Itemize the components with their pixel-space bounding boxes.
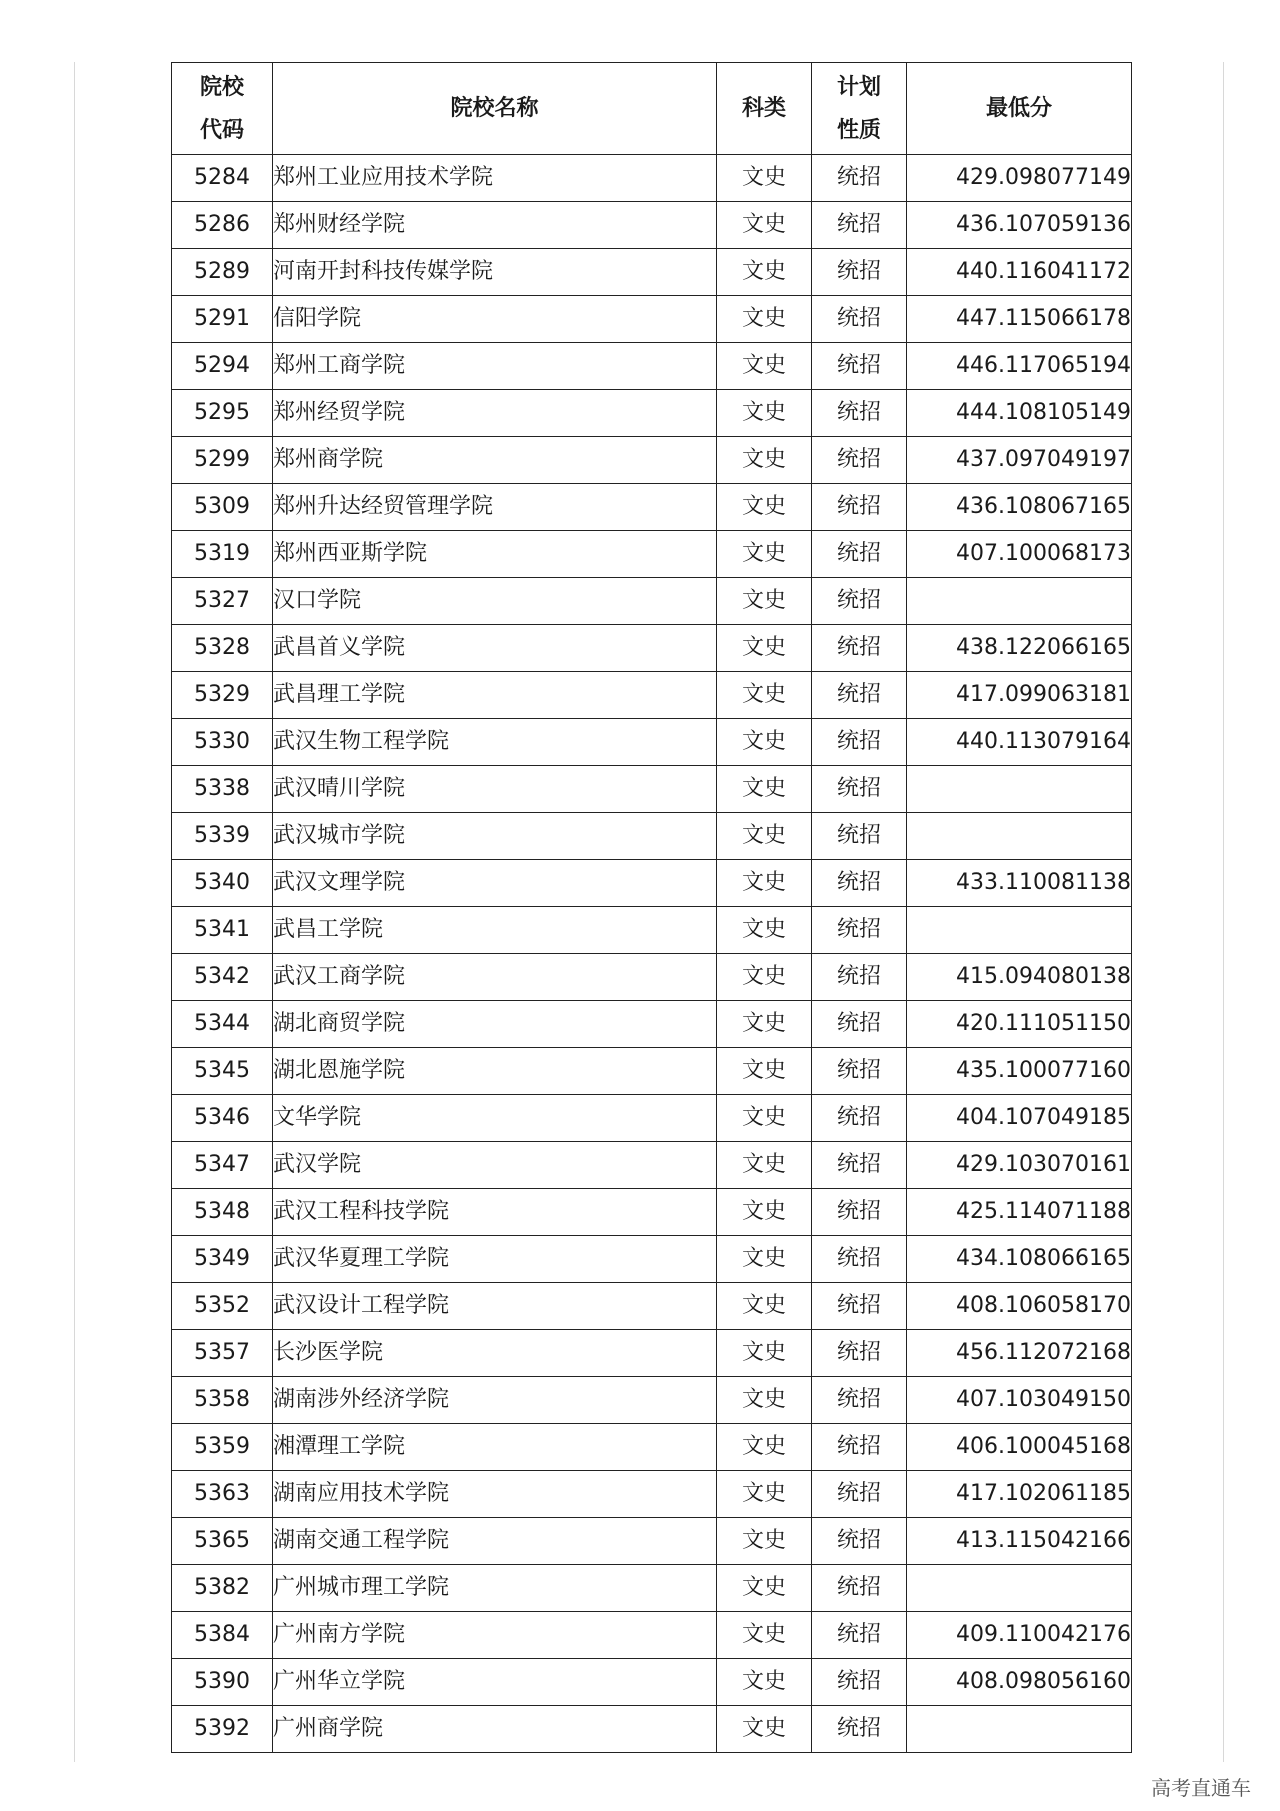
cell-school-name: 郑州经贸学院 bbox=[273, 390, 717, 437]
cell-category: 文史 bbox=[717, 719, 812, 766]
cell-min-score: 446.117065194 bbox=[907, 343, 1132, 390]
cell-plan-type: 统招 bbox=[812, 766, 907, 813]
cell-school-name: 湖北恩施学院 bbox=[273, 1048, 717, 1095]
table-row bbox=[172, 1424, 1132, 1471]
cell-school-name: 湖南应用技术学院 bbox=[273, 1471, 717, 1518]
cell-min-score: 434.108066165 bbox=[907, 1236, 1132, 1283]
table-row bbox=[172, 860, 1132, 907]
cell-min-score bbox=[907, 1706, 1132, 1753]
cell-school-name: 郑州工业应用技术学院 bbox=[273, 155, 717, 202]
table-row bbox=[172, 1612, 1132, 1659]
cell-min-score: 437.097049197 bbox=[907, 437, 1132, 484]
cell-school-code: 5352 bbox=[172, 1283, 273, 1330]
cell-plan-type: 统招 bbox=[812, 437, 907, 484]
table-row bbox=[172, 1001, 1132, 1048]
cell-plan-type: 统招 bbox=[812, 907, 907, 954]
cell-category: 文史 bbox=[717, 766, 812, 813]
table-row bbox=[172, 813, 1132, 860]
cell-school-name: 湘潭理工学院 bbox=[273, 1424, 717, 1471]
cell-category: 文史 bbox=[717, 1518, 812, 1565]
cell-category: 文史 bbox=[717, 1424, 812, 1471]
table-row bbox=[172, 1377, 1132, 1424]
table-body bbox=[172, 155, 1132, 1753]
cell-plan-type: 统招 bbox=[812, 1424, 907, 1471]
cell-plan-type: 统招 bbox=[812, 578, 907, 625]
cell-school-name: 武汉生物工程学院 bbox=[273, 719, 717, 766]
cell-min-score: 447.115066178 bbox=[907, 296, 1132, 343]
cell-min-score: 444.108105149 bbox=[907, 390, 1132, 437]
cell-min-score: 408.106058170 bbox=[907, 1283, 1132, 1330]
cell-min-score: 438.122066165 bbox=[907, 625, 1132, 672]
cell-category: 文史 bbox=[717, 578, 812, 625]
cell-school-code: 5365 bbox=[172, 1518, 273, 1565]
header-min-score: 最低分 bbox=[907, 63, 1132, 155]
cell-category: 文史 bbox=[717, 296, 812, 343]
cell-min-score: 429.103070161 bbox=[907, 1142, 1132, 1189]
cell-plan-type: 统招 bbox=[812, 1095, 907, 1142]
cell-plan-type: 统招 bbox=[812, 1236, 907, 1283]
table-row bbox=[172, 1189, 1132, 1236]
cell-min-score bbox=[907, 813, 1132, 860]
cell-plan-type: 统招 bbox=[812, 1659, 907, 1706]
cell-min-score bbox=[907, 766, 1132, 813]
cell-school-code: 5294 bbox=[172, 343, 273, 390]
cell-school-name: 武昌首义学院 bbox=[273, 625, 717, 672]
cell-school-name: 信阳学院 bbox=[273, 296, 717, 343]
cell-school-name: 武汉晴川学院 bbox=[273, 766, 717, 813]
cell-school-code: 5328 bbox=[172, 625, 273, 672]
cell-school-code: 5291 bbox=[172, 296, 273, 343]
cell-school-code: 5339 bbox=[172, 813, 273, 860]
cell-plan-type: 统招 bbox=[812, 954, 907, 1001]
cell-plan-type: 统招 bbox=[812, 860, 907, 907]
cell-school-name: 河南开封科技传媒学院 bbox=[273, 249, 717, 296]
cell-min-score bbox=[907, 907, 1132, 954]
table-row bbox=[172, 1471, 1132, 1518]
cell-min-score: 425.114071188 bbox=[907, 1189, 1132, 1236]
cell-category: 文史 bbox=[717, 390, 812, 437]
cell-school-code: 5330 bbox=[172, 719, 273, 766]
cell-school-name: 武昌理工学院 bbox=[273, 672, 717, 719]
table-row bbox=[172, 1236, 1132, 1283]
cell-category: 文史 bbox=[717, 625, 812, 672]
cell-school-code: 5338 bbox=[172, 766, 273, 813]
table-row bbox=[172, 625, 1132, 672]
cell-school-name: 广州南方学院 bbox=[273, 1612, 717, 1659]
cell-school-code: 5319 bbox=[172, 531, 273, 578]
cell-school-name: 郑州西亚斯学院 bbox=[273, 531, 717, 578]
cell-school-code: 5346 bbox=[172, 1095, 273, 1142]
table-row bbox=[172, 296, 1132, 343]
cell-category: 文史 bbox=[717, 954, 812, 1001]
table-row bbox=[172, 1142, 1132, 1189]
cell-plan-type: 统招 bbox=[812, 813, 907, 860]
page-margin-line-right bbox=[1223, 62, 1224, 1762]
cell-plan-type: 统招 bbox=[812, 202, 907, 249]
cell-min-score: 435.100077160 bbox=[907, 1048, 1132, 1095]
cell-plan-type: 统招 bbox=[812, 390, 907, 437]
cell-category: 文史 bbox=[717, 1283, 812, 1330]
cell-school-code: 5382 bbox=[172, 1565, 273, 1612]
cell-plan-type: 统招 bbox=[812, 719, 907, 766]
cell-plan-type: 统招 bbox=[812, 1612, 907, 1659]
cell-plan-type: 统招 bbox=[812, 1001, 907, 1048]
table-row bbox=[172, 672, 1132, 719]
cell-school-code: 5347 bbox=[172, 1142, 273, 1189]
cell-category: 文史 bbox=[717, 1048, 812, 1095]
cell-category: 文史 bbox=[717, 155, 812, 202]
cell-school-code: 5359 bbox=[172, 1424, 273, 1471]
cell-school-name: 武汉华夏理工学院 bbox=[273, 1236, 717, 1283]
cell-school-code: 5327 bbox=[172, 578, 273, 625]
cell-plan-type: 统招 bbox=[812, 1377, 907, 1424]
table-row bbox=[172, 531, 1132, 578]
cell-plan-type: 统招 bbox=[812, 1565, 907, 1612]
cell-category: 文史 bbox=[717, 907, 812, 954]
cell-school-code: 5344 bbox=[172, 1001, 273, 1048]
cell-plan-type: 统招 bbox=[812, 484, 907, 531]
cell-school-code: 5348 bbox=[172, 1189, 273, 1236]
cell-school-name: 文华学院 bbox=[273, 1095, 717, 1142]
cell-min-score: 407.103049150 bbox=[907, 1377, 1132, 1424]
cell-school-name: 武汉工程科技学院 bbox=[273, 1189, 717, 1236]
cell-school-code: 5357 bbox=[172, 1330, 273, 1377]
header-plan-type: 计划 性质 bbox=[812, 63, 907, 155]
cell-school-name: 汉口学院 bbox=[273, 578, 717, 625]
cell-school-name: 广州商学院 bbox=[273, 1706, 717, 1753]
cell-school-code: 5390 bbox=[172, 1659, 273, 1706]
cell-school-name: 武汉学院 bbox=[273, 1142, 717, 1189]
cell-school-code: 5341 bbox=[172, 907, 273, 954]
cell-min-score bbox=[907, 1565, 1132, 1612]
cell-min-score: 429.098077149 bbox=[907, 155, 1132, 202]
table-header-row bbox=[172, 63, 1132, 155]
cell-plan-type: 统招 bbox=[812, 1189, 907, 1236]
table-row bbox=[172, 907, 1132, 954]
cell-plan-type: 统招 bbox=[812, 296, 907, 343]
cell-school-code: 5358 bbox=[172, 1377, 273, 1424]
cell-plan-type: 统招 bbox=[812, 672, 907, 719]
header-school-name: 院校名称 bbox=[273, 63, 717, 155]
cell-category: 文史 bbox=[717, 343, 812, 390]
cell-school-name: 湖南涉外经济学院 bbox=[273, 1377, 717, 1424]
cell-plan-type: 统招 bbox=[812, 1048, 907, 1095]
cell-min-score: 404.107049185 bbox=[907, 1095, 1132, 1142]
table-row bbox=[172, 390, 1132, 437]
cell-min-score: 407.100068173 bbox=[907, 531, 1132, 578]
cell-category: 文史 bbox=[717, 1706, 812, 1753]
cell-min-score: 433.110081138 bbox=[907, 860, 1132, 907]
cell-school-name: 郑州商学院 bbox=[273, 437, 717, 484]
cell-school-code: 5284 bbox=[172, 155, 273, 202]
cell-min-score: 436.107059136 bbox=[907, 202, 1132, 249]
cell-plan-type: 统招 bbox=[812, 249, 907, 296]
admission-score-table bbox=[171, 62, 1132, 1753]
cell-category: 文史 bbox=[717, 1565, 812, 1612]
cell-category: 文史 bbox=[717, 1612, 812, 1659]
cell-school-name: 郑州升达经贸管理学院 bbox=[273, 484, 717, 531]
cell-plan-type: 统招 bbox=[812, 1706, 907, 1753]
table-row bbox=[172, 1659, 1132, 1706]
table-row bbox=[172, 437, 1132, 484]
cell-school-name: 广州华立学院 bbox=[273, 1659, 717, 1706]
table-row bbox=[172, 766, 1132, 813]
table-row bbox=[172, 249, 1132, 296]
table-row bbox=[172, 484, 1132, 531]
cell-school-name: 武汉设计工程学院 bbox=[273, 1283, 717, 1330]
cell-school-code: 5345 bbox=[172, 1048, 273, 1095]
cell-school-code: 5329 bbox=[172, 672, 273, 719]
cell-school-code: 5384 bbox=[172, 1612, 273, 1659]
cell-min-score: 413.115042166 bbox=[907, 1518, 1132, 1565]
cell-category: 文史 bbox=[717, 1189, 812, 1236]
cell-category: 文史 bbox=[717, 1236, 812, 1283]
cell-category: 文史 bbox=[717, 813, 812, 860]
table-row bbox=[172, 1518, 1132, 1565]
cell-school-name: 郑州工商学院 bbox=[273, 343, 717, 390]
cell-plan-type: 统招 bbox=[812, 1283, 907, 1330]
cell-school-name: 武昌工学院 bbox=[273, 907, 717, 954]
cell-school-code: 5286 bbox=[172, 202, 273, 249]
cell-category: 文史 bbox=[717, 531, 812, 578]
cell-category: 文史 bbox=[717, 1330, 812, 1377]
cell-category: 文史 bbox=[717, 202, 812, 249]
cell-category: 文史 bbox=[717, 672, 812, 719]
cell-school-code: 5309 bbox=[172, 484, 273, 531]
cell-school-name: 郑州财经学院 bbox=[273, 202, 717, 249]
header-school-code: 院校 代码 bbox=[172, 63, 273, 155]
table-row bbox=[172, 1330, 1132, 1377]
cell-category: 文史 bbox=[717, 249, 812, 296]
cell-min-score: 415.094080138 bbox=[907, 954, 1132, 1001]
cell-min-score: 436.108067165 bbox=[907, 484, 1132, 531]
cell-plan-type: 统招 bbox=[812, 155, 907, 202]
cell-category: 文史 bbox=[717, 1142, 812, 1189]
cell-category: 文史 bbox=[717, 1659, 812, 1706]
table-row bbox=[172, 719, 1132, 766]
cell-min-score: 440.116041172 bbox=[907, 249, 1132, 296]
table-row bbox=[172, 578, 1132, 625]
cell-school-code: 5349 bbox=[172, 1236, 273, 1283]
cell-category: 文史 bbox=[717, 484, 812, 531]
cell-category: 文史 bbox=[717, 1095, 812, 1142]
cell-category: 文史 bbox=[717, 437, 812, 484]
table-row bbox=[172, 1565, 1132, 1612]
cell-min-score: 417.102061185 bbox=[907, 1471, 1132, 1518]
cell-min-score: 440.113079164 bbox=[907, 719, 1132, 766]
cell-min-score: 417.099063181 bbox=[907, 672, 1132, 719]
cell-plan-type: 统招 bbox=[812, 1142, 907, 1189]
cell-min-score: 456.112072168 bbox=[907, 1330, 1132, 1377]
header-category: 科类 bbox=[717, 63, 812, 155]
table-row bbox=[172, 343, 1132, 390]
cell-school-name: 武汉工商学院 bbox=[273, 954, 717, 1001]
table-row bbox=[172, 1095, 1132, 1142]
cell-min-score: 420.111051150 bbox=[907, 1001, 1132, 1048]
cell-school-code: 5363 bbox=[172, 1471, 273, 1518]
cell-school-name: 湖南交通工程学院 bbox=[273, 1518, 717, 1565]
cell-category: 文史 bbox=[717, 1471, 812, 1518]
cell-plan-type: 统招 bbox=[812, 1471, 907, 1518]
cell-school-name: 广州城市理工学院 bbox=[273, 1565, 717, 1612]
cell-school-name: 湖北商贸学院 bbox=[273, 1001, 717, 1048]
cell-school-code: 5299 bbox=[172, 437, 273, 484]
cell-min-score: 406.100045168 bbox=[907, 1424, 1132, 1471]
table-row bbox=[172, 1706, 1132, 1753]
cell-min-score bbox=[907, 578, 1132, 625]
cell-plan-type: 统招 bbox=[812, 1330, 907, 1377]
cell-plan-type: 统招 bbox=[812, 625, 907, 672]
cell-category: 文史 bbox=[717, 860, 812, 907]
cell-school-name: 武汉城市学院 bbox=[273, 813, 717, 860]
cell-school-code: 5295 bbox=[172, 390, 273, 437]
table-row bbox=[172, 155, 1132, 202]
page-margin-line-left bbox=[74, 62, 75, 1762]
cell-category: 文史 bbox=[717, 1377, 812, 1424]
cell-category: 文史 bbox=[717, 1001, 812, 1048]
watermark-text: 高考直通车 bbox=[1151, 1776, 1251, 1800]
table-row bbox=[172, 954, 1132, 1001]
cell-school-name: 长沙医学院 bbox=[273, 1330, 717, 1377]
cell-school-code: 5392 bbox=[172, 1706, 273, 1753]
cell-school-code: 5340 bbox=[172, 860, 273, 907]
cell-school-code: 5342 bbox=[172, 954, 273, 1001]
cell-plan-type: 统招 bbox=[812, 531, 907, 578]
cell-min-score: 409.110042176 bbox=[907, 1612, 1132, 1659]
cell-min-score: 408.098056160 bbox=[907, 1659, 1132, 1706]
cell-school-code: 5289 bbox=[172, 249, 273, 296]
cell-school-name: 武汉文理学院 bbox=[273, 860, 717, 907]
cell-plan-type: 统招 bbox=[812, 343, 907, 390]
table-row bbox=[172, 1048, 1132, 1095]
table-row bbox=[172, 1283, 1132, 1330]
table-row bbox=[172, 202, 1132, 249]
cell-plan-type: 统招 bbox=[812, 1518, 907, 1565]
